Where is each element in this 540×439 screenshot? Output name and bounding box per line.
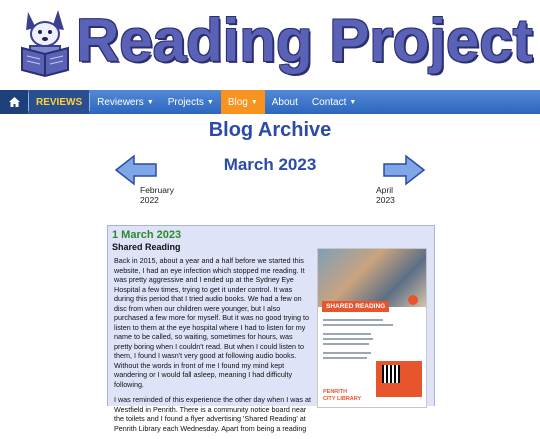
flyer-text-line bbox=[323, 338, 373, 340]
site-title[interactable]: Reading Project bbox=[76, 7, 533, 74]
previous-month-link[interactable] bbox=[140, 185, 174, 205]
nav-item-label: Reviewers bbox=[97, 96, 144, 108]
flyer-text-line bbox=[323, 333, 371, 335]
post-paragraph: I was reminded of this experience the other day when I was at Westfield in Penrith. There is a community notice board near the toilets and I found a flyer advertising 'Shared Reading' at Penrith Library each Wednesday. Apart from being a reading bbox=[114, 395, 311, 433]
caret-down-icon: ▼ bbox=[206, 98, 214, 106]
flyer-badge: SHARED READING bbox=[322, 301, 389, 312]
dog-reading-logo-icon bbox=[18, 8, 74, 80]
flyer-text-line bbox=[323, 324, 393, 326]
caret-down-icon: ▼ bbox=[349, 98, 357, 106]
next-month-year: 2023 bbox=[376, 195, 395, 205]
flyer-text-line bbox=[323, 352, 371, 354]
flyer-text-line bbox=[323, 343, 369, 345]
post-paragraph: Back in 2015, about a year and a half before we started this website, I had an eye infection which stopped me reading. It was pretty aggressive and I ended up at the Sydney Eye Hospital a few times, trying to get it under control. It was during this period that I tried audio books. We had a few on disc from when our children were younger, but I also purchased a few more for myself. But it was no good trying to listen to them at the eye hospital where I had to listen for my name to be called, so waiting, sometimes for hours, was pretty boring when I couldn't read. But when I could listen to them, I found I wasn't very good at following audio books. Without the words in front of me I found my mind kept wandering or I would fall asleep, meaning I had difficulty following. bbox=[114, 256, 309, 389]
next-month-link[interactable] bbox=[376, 185, 395, 205]
main-navbar bbox=[0, 90, 540, 114]
flyer-footer bbox=[323, 389, 361, 402]
caret-down-icon: ▼ bbox=[250, 98, 258, 106]
previous-month-arrow-icon[interactable] bbox=[114, 154, 158, 186]
qr-code-icon bbox=[382, 365, 400, 383]
nav-item-label: Contact bbox=[311, 96, 347, 108]
month-title: March 2023 bbox=[223, 155, 317, 174]
nav-item-contact[interactable] bbox=[305, 90, 363, 114]
nav-home[interactable] bbox=[0, 90, 28, 114]
nav-item-reviewers[interactable] bbox=[90, 90, 161, 114]
shared-reading-flyer-image bbox=[317, 248, 427, 408]
home-icon bbox=[9, 97, 20, 107]
previous-month-name: February bbox=[140, 185, 175, 195]
blog-post bbox=[107, 225, 435, 433]
site-banner bbox=[0, 0, 540, 88]
flyer-footer-line: CITY LIBRARY bbox=[323, 395, 362, 402]
next-month-arrow-icon[interactable] bbox=[382, 154, 426, 186]
caret-down-icon: ▼ bbox=[146, 98, 154, 106]
post-date: 1 March 2023 bbox=[112, 229, 182, 241]
previous-month-year: 2022 bbox=[140, 195, 159, 205]
nav-item-blog[interactable] bbox=[221, 90, 265, 114]
nav-item-label: REVIEWS bbox=[36, 96, 83, 108]
flyer-text-line bbox=[323, 357, 367, 359]
next-month-name: April bbox=[376, 185, 394, 195]
nav-item-about[interactable] bbox=[265, 90, 305, 114]
post-title[interactable]: Shared Reading bbox=[112, 242, 181, 252]
flyer-footer-line: PENRITH bbox=[323, 389, 348, 395]
post-body bbox=[114, 256, 312, 439]
page-title: Blog Archive bbox=[208, 119, 332, 141]
flyer-text-line bbox=[323, 319, 383, 321]
flyer-logo-dot bbox=[408, 295, 418, 305]
nav-item-label: About bbox=[271, 96, 298, 108]
nav-item-projects[interactable] bbox=[161, 90, 221, 114]
nav-item-reviews[interactable] bbox=[29, 90, 89, 114]
nav-item-label: Blog bbox=[227, 96, 248, 108]
nav-item-label: Projects bbox=[167, 96, 204, 108]
